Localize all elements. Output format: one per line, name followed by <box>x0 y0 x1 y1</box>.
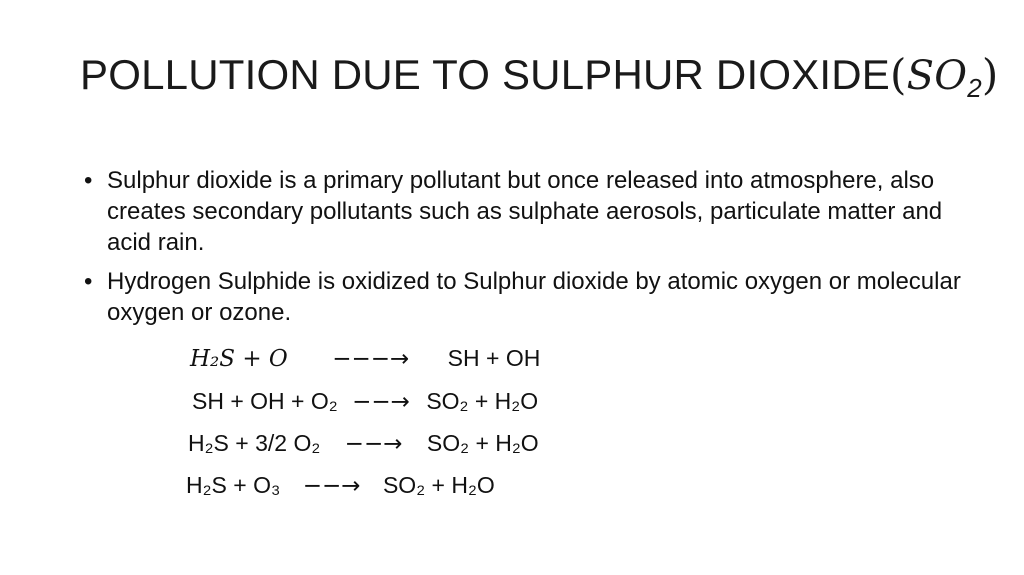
equation-2-arrow: −−→ <box>352 389 410 415</box>
equation-3-arrow: −−→ <box>344 431 403 457</box>
equation-4 <box>186 472 495 499</box>
equation-3-lhs: H₂S + 3/2 O₂ <box>188 430 321 456</box>
equation-2-rhs: SO₂ + H₂O <box>426 388 539 414</box>
title-paren-open: ( <box>890 50 907 99</box>
equation-1-arrow: −−−→ <box>332 346 410 372</box>
equation-1 <box>190 345 540 372</box>
title-paren-close: ) <box>981 50 999 99</box>
equation-1-lhs: H₂S + O <box>190 346 288 372</box>
equation-2 <box>192 388 538 415</box>
title-formula-sub: 2 <box>967 73 982 103</box>
title-formula-base: SO <box>906 53 968 99</box>
equation-3-rhs: SO₂ + H₂O <box>426 430 539 456</box>
equation-1-rhs: SH + OH <box>447 345 541 371</box>
equation-4-rhs: SO₂ + H₂O <box>382 472 495 498</box>
bullet-list <box>84 165 964 336</box>
equation-4-arrow: −−→ <box>302 473 361 499</box>
equation-4-lhs: H₂S + O₃ <box>186 472 281 498</box>
bullet-item-2: • Hydrogen Sulphide is oxidized to Sulphur dioxide by atomic oxygen or molecular oxygen or ozone. <box>84 266 964 328</box>
equation-3 <box>188 430 539 457</box>
equation-2-lhs: SH + OH + O₂ <box>192 388 338 414</box>
slide-title <box>80 50 999 104</box>
title-text: POLLUTION DUE TO SULPHUR DIOXIDE <box>80 51 891 98</box>
bullet-item-1: • Sulphur dioxide is a primary pollutant but once released into atmosphere, also creates secondary pollutants such as sulphate aerosols, particulate matter and acid rain. <box>84 165 964 258</box>
